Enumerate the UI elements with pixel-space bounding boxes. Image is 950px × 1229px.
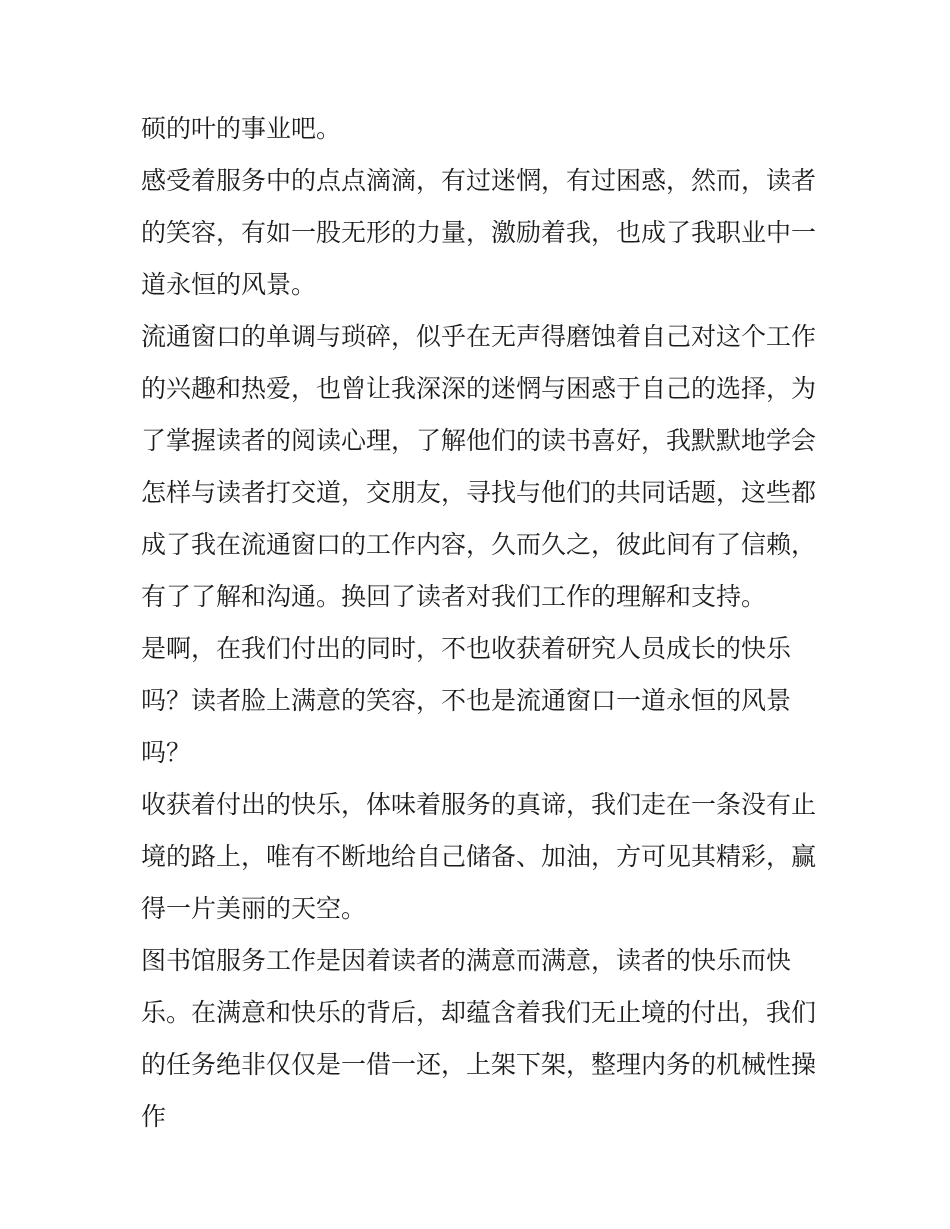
text-line: 有了了解和沟通。换回了读者对我们工作的理解和支持。 [141,582,767,611]
text-line: 作 [141,1102,167,1131]
text-line: 感受着服务中的点点滴滴，有过迷惘，有过困惑，然而，读者 [141,166,817,195]
text-line: 道永恒的风景。 [141,270,317,299]
text-line: 怎样与读者打交道，交朋友，寻找与他们的共同话题，这些都 [141,478,817,507]
text-line: 吗？读者脸上满意的笑容，不也是流通窗口一道永恒的风景 [141,686,792,715]
text-line: 图书馆服务工作是因着读者的满意而满意，读者的快乐而快 [141,946,792,975]
text-line: 流通窗口的单调与琐碎，似乎在无声得磨蚀着自己对这个工作 [141,322,817,351]
text-line: 的笑容，有如一股无形的力量，激励着我，也成了我职业中一 [141,218,817,247]
text-line: 了掌握读者的阅读心理，了解他们的读书喜好，我默默地学会 [141,426,817,455]
text-line: 乐。在满意和快乐的背后，却蕴含着我们无止境的付出，我们 [141,998,817,1027]
text-line: 得一片美丽的天空。 [141,894,367,923]
text-line: 成了我在流通窗口的工作内容，久而久之，彼此间有了信赖， [141,530,817,559]
paragraph [141,944,817,1134]
text-line: 是啊，在我们付出的同时，不也收获着研究人员成长的快乐 [141,634,792,663]
paragraph [141,632,817,770]
text-line: 的任务绝非仅仅是一借一还，上架下架，整理内务的机械性操 [141,1050,817,1079]
paragraph [141,320,817,614]
text-line: 的兴趣和热爱，也曾让我深深的迷惘与困惑于自己的选择，为 [141,374,817,403]
paragraph [141,164,817,302]
text-line: 吗？ [141,738,192,767]
text-line: 收获着付出的快乐，体味着服务的真谛，我们走在一条没有止 [141,790,817,819]
paragraph [141,112,817,146]
paragraph [141,788,817,926]
body-text [141,112,817,1134]
text-line: 硕的叶的事业吧。 [141,114,342,143]
text-line: 境的路上，唯有不断地给自己储备、加油，方可见其精彩，赢 [141,842,817,871]
